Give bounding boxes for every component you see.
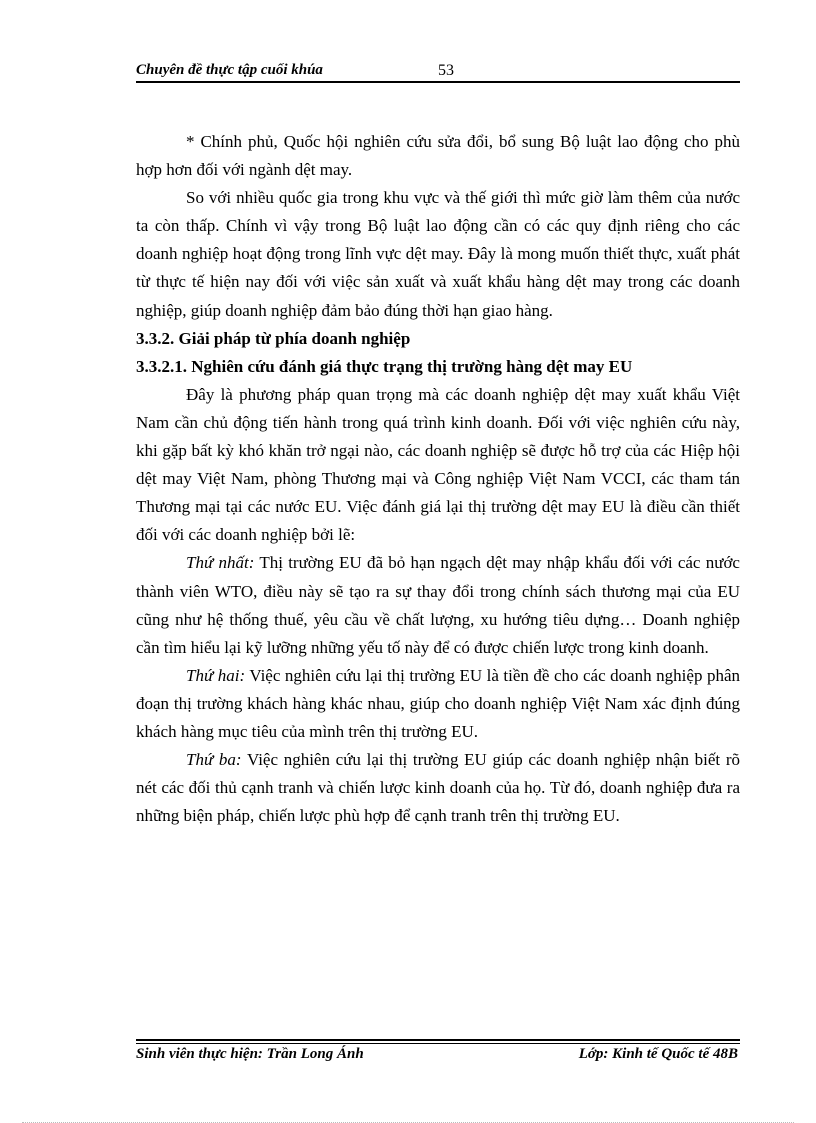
paragraph-5-label: Thứ hai: [186,665,246,685]
paragraph-4 [136,549,740,661]
paragraph-5-text: Việc nghiên cứu lại thị trường EU là tiền đề cho các doanh nghiệp phân đoạn thị trường khách hàng khác nhau, giúp cho doanh nghiệp Việt Nam xác định đúng khách hàng mục tiêu của mình trên thị trường EU. [136,665,740,741]
subsection-heading: 3.3.2.1. Nghiên cứu đánh giá thực trạng thị trường hàng dệt may EU [136,356,633,376]
footer-class: Lớp: Kinh tế Quốc tế 48B [578,1046,738,1062]
paragraph-4-label: Thứ nhất: [186,553,255,573]
paragraph-5 [136,662,740,746]
header-title: Chuyên đề thực tập cuối khúa [136,62,323,78]
document-body [136,128,740,830]
paragraph-6-label: Thứ ba: [186,750,242,770]
paragraph-4-text: Thị trường EU đã bỏ hạn ngạch dệt may nhập khẩu đối với các nước thành viên WTO, điều này sẽ tạo ra sự thay đổi trong chính sách thương mại của EU cũng như hệ thống thuế, yêu cầu về chất lượng, xu hướng tiêu dựng… Doanh nghiệp cần tìm hiểu lại kỹ lưỡng những yếu tố này để có được chiến lược trong kinh doanh. [136,553,740,657]
footer-student: Sinh viên thực hiện: Trần Long Ánh [136,1046,364,1062]
footer-rule-bottom [136,1043,740,1044]
paragraph-6-text: Việc nghiên cứu lại thị trường EU giúp các doanh nghiệp nhận biết rõ nét các đối thủ cạnh tranh và chiến lược kinh doanh của họ. Từ đó, doanh nghiệp đưa ra những biện pháp, chiến lược phù hợp để cạnh tranh trên thị trường EU. [136,750,740,826]
page-footer [136,1046,740,1066]
section-heading: 3.3.2. Giải pháp từ phía doanh nghiệp [136,328,411,348]
page-number: 53 [438,62,454,79]
paragraph-2: So với nhiều quốc gia trong khu vực và thế giới thì mức giờ làm thêm của nước ta còn thấp. Chính vì vậy trong Bộ luật lao động cần có các quy định riêng cho các doanh nghiệp hoạt động trong lĩnh vực dệt may. Đây là mong muốn thiết thực, xuất phát từ thực tế hiện nay đối với việc sản xuất và xuất khẩu hàng dệt may trong các doanh nghiệp, giúp doanh nghiệp đảm bảo đúng thời hạn giao hàng. [136,188,740,320]
header-rule [136,81,740,83]
paragraph-1: * Chính phủ, Quốc hội nghiên cứu sửa đổi, bổ sung Bộ luật lao động cho phù hợp hơn đối với ngành dệt may. [136,132,740,180]
paragraph-3: Đây là phương pháp quan trọng mà các doanh nghiệp dệt may xuất khẩu Việt Nam cần chủ động tiến hành trong quá trình kinh doanh. Đối với việc nghiên cứu này, khi gặp bất kỳ khó khăn trở ngại nào, các doanh nghiệp sẽ được hỗ trợ của các Hiệp hội dệt may Việt Nam, phòng Thương mại và Công nghiệp Việt Nam VCCI, các tham tán Thương mại tại các nước EU. Việc đánh giá lại thị trường dệt may EU là điều cần thiết đối với các doanh nghiệp bởi lẽ: [136,384,740,545]
footer-rule-top [136,1039,740,1041]
paragraph-6 [136,746,740,830]
